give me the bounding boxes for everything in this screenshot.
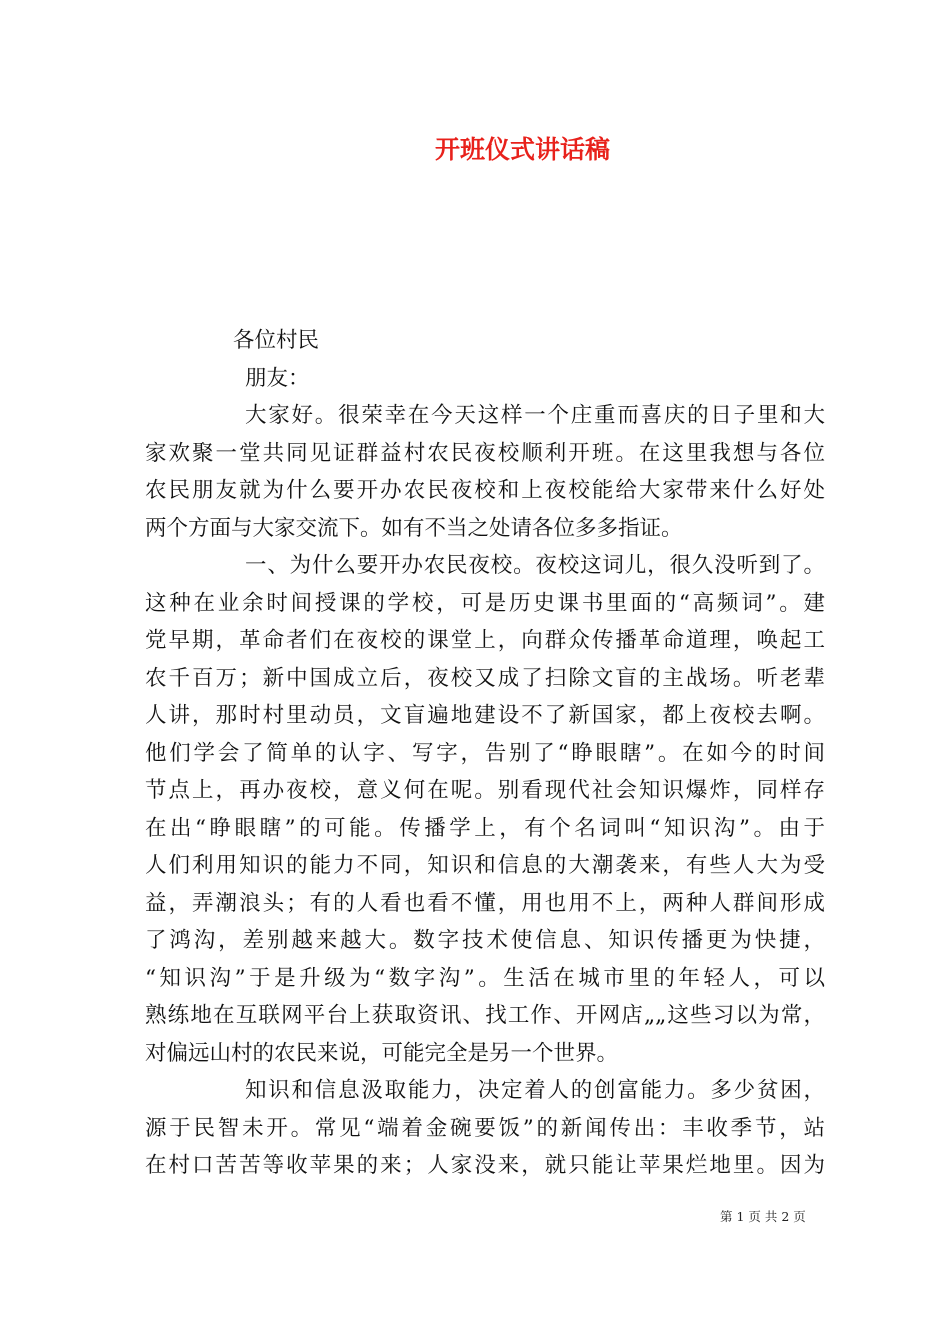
text-line: 人们利用知识的能力不同，知识和信息的大潮袭来，有些人大为受 [145, 853, 825, 878]
text-line: 家欢聚一堂共同见证群益村农民夜校顺利开班。在这里我想与各位 [145, 440, 825, 466]
salutation: 各位村民 [233, 328, 320, 353]
text-line: 农民朋友就为什么要开办农民夜校和上夜校能给大家带来什么好处 [145, 478, 825, 503]
text-line: 这种在业余时间授课的学校，可是历史课书里面的“高频词”。建 [145, 590, 825, 616]
text-line: 益，弄潮浪头；有的人看也看不懂，用也用不上，两种人群间形成 [145, 890, 825, 916]
text-line: 源于民智未开。常见“端着金碗要饭”的新闻传出：丰收季节，站 [145, 1115, 825, 1141]
text-line: 农千百万；新中国成立后，夜校又成了扫除文盲的主战场。听老辈 [145, 665, 825, 691]
text-line: 两个方面与大家交流下。如有不当之处请各位多多指证。 [145, 515, 683, 541]
text-line: “知识沟”于是升级为“数字沟”。生活在城市里的年轻人，可以 [145, 965, 825, 991]
text-line: 党早期，革命者们在夜校的课堂上，向群众传播革命道理，唤起工 [145, 628, 825, 653]
salutation-continued: 朋友： [245, 365, 310, 391]
text-line: 一、为什么要开办农民夜校。夜校这词儿，很久没听到了。 [245, 553, 825, 578]
text-line: 他们学会了简单的认字、写字，告别了“睁眼瞎”。在如今的时间 [145, 740, 825, 766]
text-line: 熟练地在互联网平台上获取资讯、找工作、开网店„„这些习以为常， [145, 1003, 825, 1028]
text-line: 知识和信息汲取能力，决定着人的创富能力。多少贫困， [245, 1078, 825, 1103]
text-line: 节点上，再办夜校，意义何在呢。别看现代社会知识爆炸，同样存 [145, 778, 825, 803]
text-line: 了鸿沟，差别越来越大。数字技术使信息、知识传播更为快捷， [145, 928, 825, 953]
document-body [145, 322, 825, 1185]
text-line: 在出“睁眼瞎”的可能。传播学上，有个名词叫“知识沟”。由于 [145, 815, 825, 841]
text-line: 大家好。很荣幸在今天这样一个庄重而喜庆的日子里和大 [245, 403, 825, 428]
page-number: 第 1 页 共 2 页 [720, 1209, 806, 1224]
text-line: 人讲，那时村里动员，文盲遍地建设不了新国家，都上夜校去啊。 [145, 703, 825, 728]
text-line: 对偏远山村的农民来说，可能完全是另一个世界。 [145, 1040, 619, 1066]
page-title: 开班仪式讲话稿 [434, 135, 610, 164]
text-line: 在村口苦苦等收苹果的来；人家没来，就只能让苹果烂地里。因为 [145, 1153, 825, 1178]
